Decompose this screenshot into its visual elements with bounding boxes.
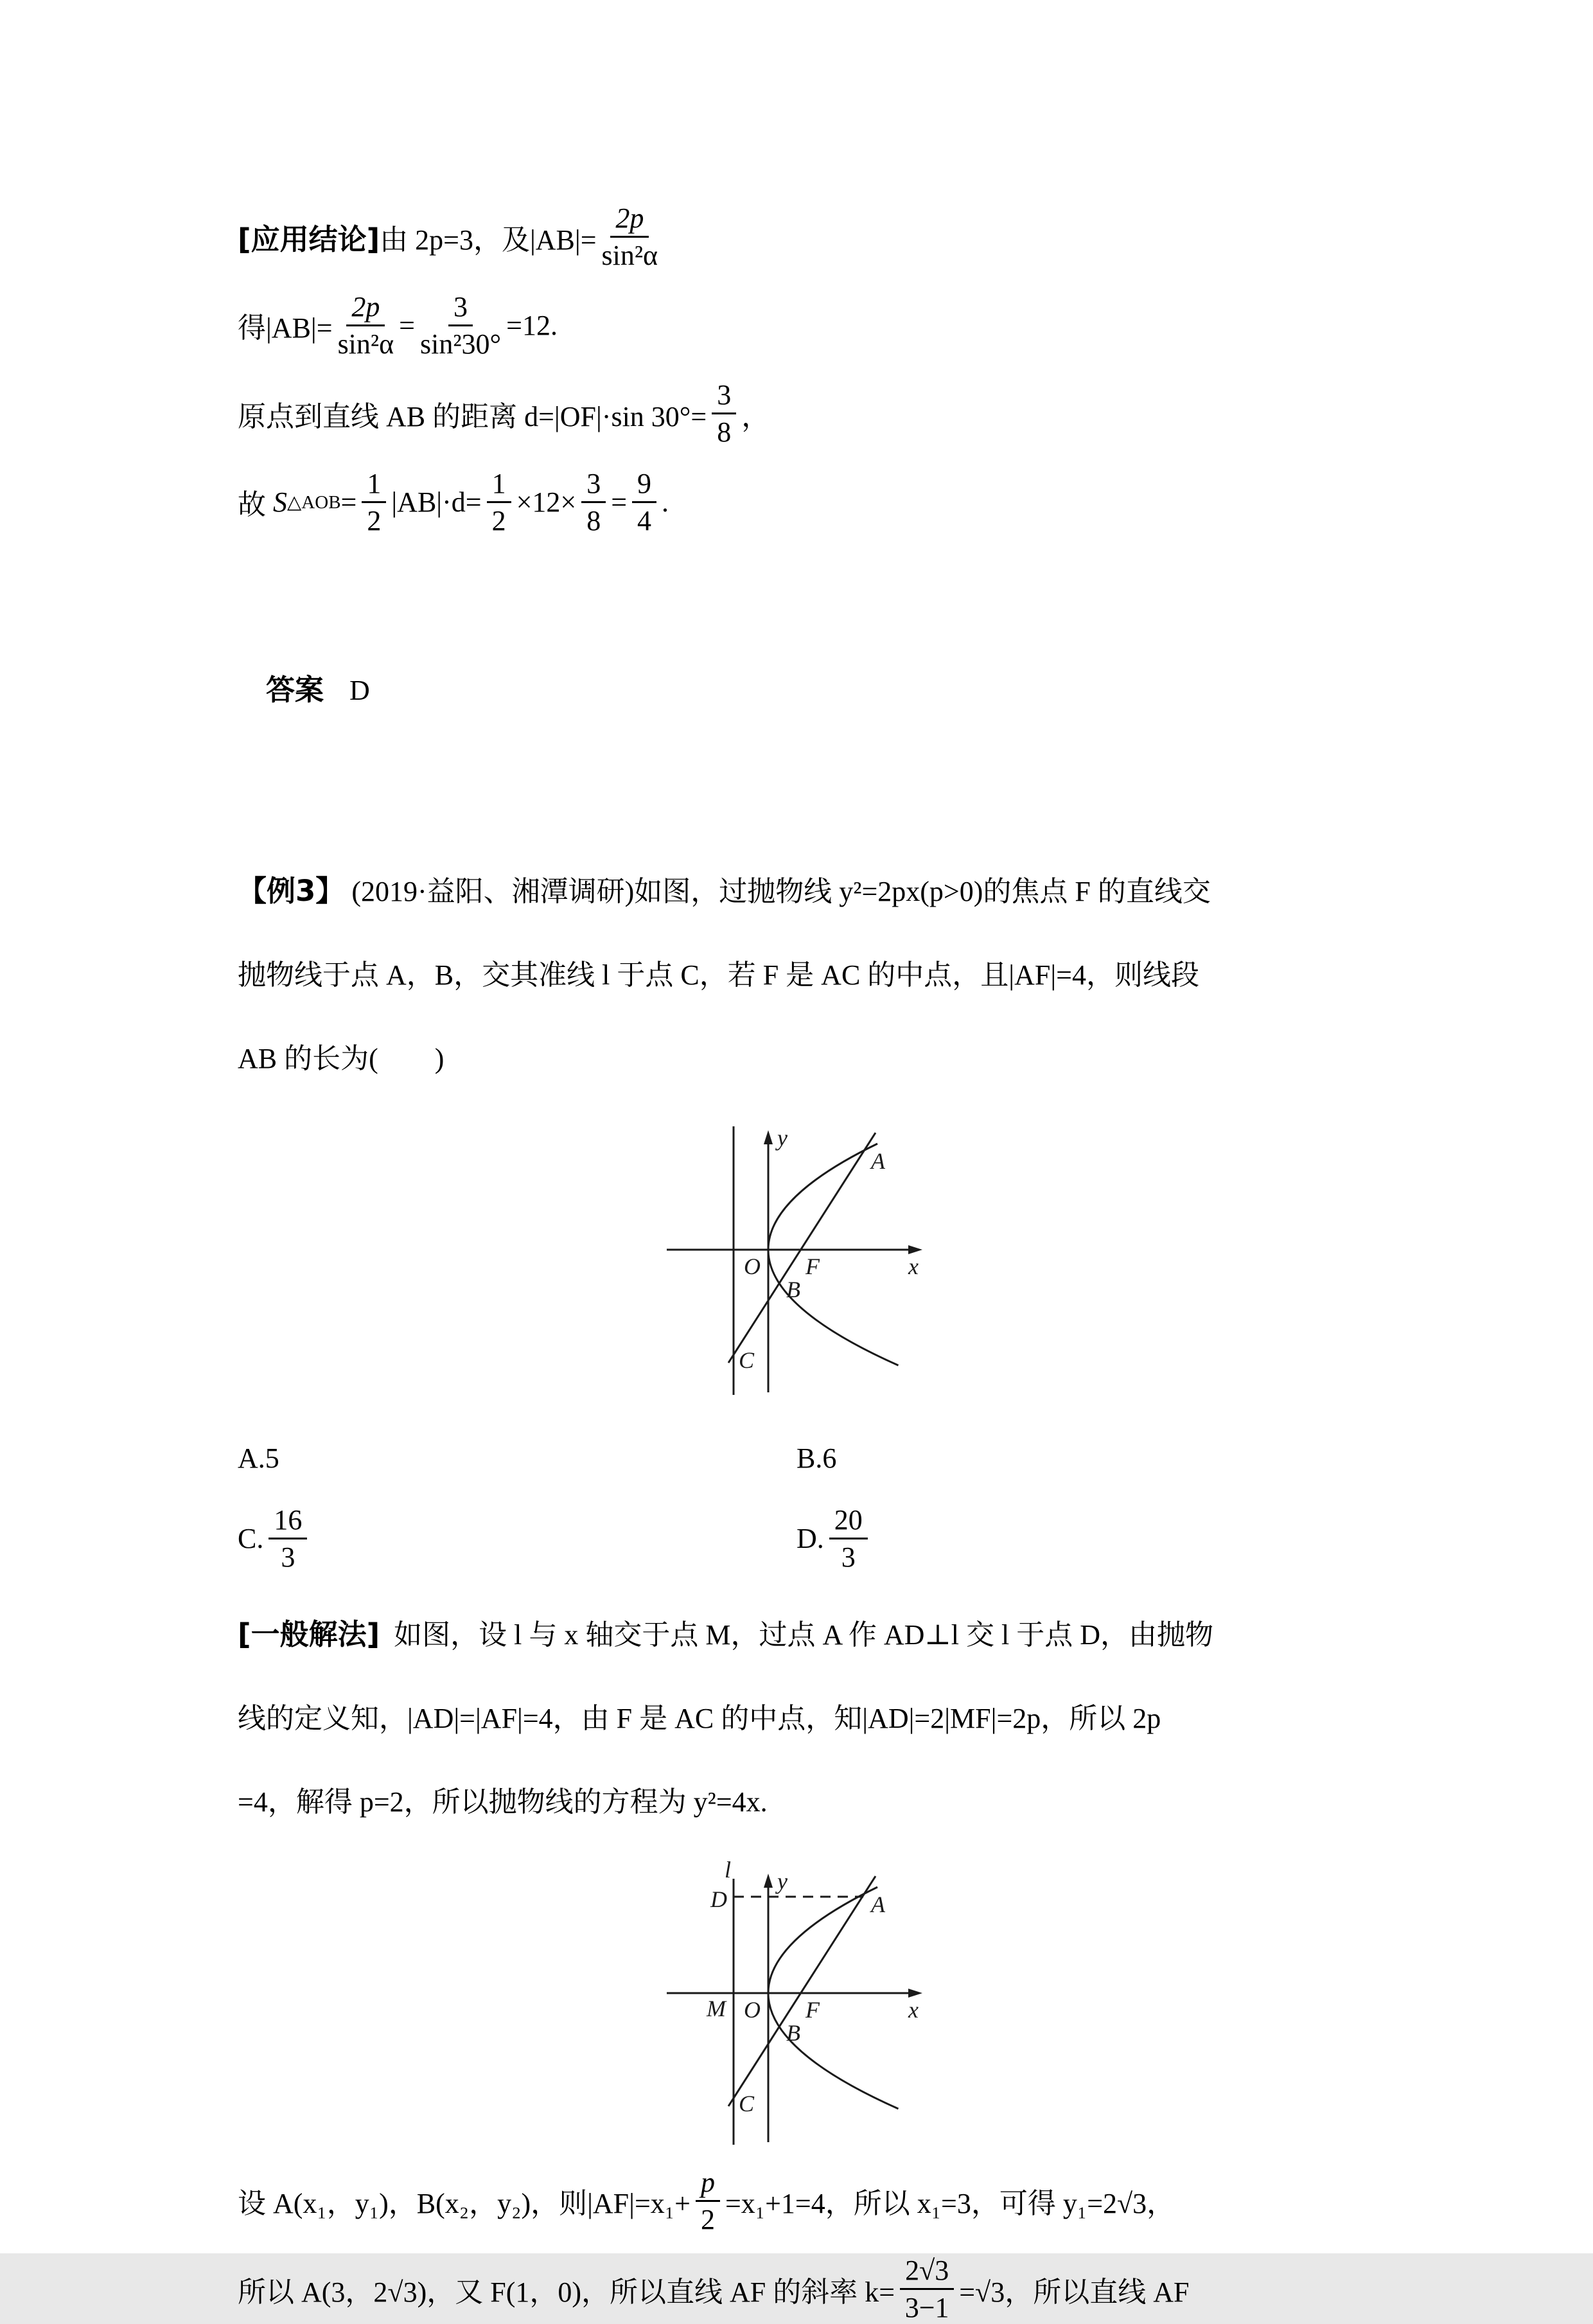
solution-line4-pre: 设 A(x₁，y₁)，B(x₂，y₂)，则|AF|=x₁+ xyxy=(238,2188,691,2220)
fig1-x-label: x xyxy=(908,1254,919,1280)
fraction-3-sin230: $\frac{3}{\text{sin²30°}}$ xyxy=(419,290,502,360)
figure1-container xyxy=(238,1110,1355,1400)
fig2-origin-label: O xyxy=(744,1996,761,2023)
solution-line-2: 线的定义知，|AD|=|AF|=4，由 F 是 AC 的中点，知|AD|=2|MF|=2p，所以 2p xyxy=(238,1702,1161,1734)
area-subscript: △AOB xyxy=(287,492,341,513)
example-heading-line xyxy=(238,849,1355,934)
fig2-chord-line xyxy=(728,1876,876,2106)
fraction-1-2-b: $\frac{1}{2}$ xyxy=(487,468,511,537)
fig2-point-m-label: M xyxy=(707,1995,726,2021)
solution-line-5 xyxy=(238,2255,1355,2324)
fraction-3-8: $\frac{3}{8}$ xyxy=(712,379,736,448)
option-a xyxy=(238,1430,796,1487)
example-label: 【例3】 xyxy=(238,874,345,909)
fig1-y-axis-arrow xyxy=(764,1130,773,1144)
solution-label: [一般解法] xyxy=(238,1617,380,1651)
conclusion-line3-post: ， xyxy=(741,400,770,432)
options-row-ab xyxy=(238,1430,1355,1487)
fig2-point-c-label: C xyxy=(739,2090,755,2116)
option-b xyxy=(796,1430,1355,1487)
example-line-3: AB 的长为( ) xyxy=(238,1043,444,1075)
option-b-value: 6 xyxy=(822,1442,837,1475)
fraction-9-4: $\frac{9}{4}$ xyxy=(632,468,656,537)
solution-line1-text: 如图，设 l 与 x 轴交于点 M，过点 A 作 AD⊥l 交 l 于点 D，由抛物 xyxy=(380,1619,1213,1651)
fraction-2sqrt3-2: $\frac{2√3}{3-1}$ xyxy=(900,2255,954,2324)
fig2-l-label: l xyxy=(725,1856,732,1883)
fig1-parabola-curve xyxy=(768,1144,899,1365)
option-a-label: A. xyxy=(238,1442,265,1475)
conclusion-line2-pre: 得|AB|= xyxy=(238,312,333,344)
equals-sign-3: = xyxy=(611,486,628,518)
answer-line xyxy=(238,565,1355,816)
fraction-2p-sin2a: $\frac{2p}{\text{sin²α}}$ xyxy=(601,202,658,272)
equals-sign-2: = xyxy=(340,486,357,518)
conclusion-line-3 xyxy=(238,379,1355,448)
figure2-parabola-diagram xyxy=(662,1853,931,2150)
option-d-label: D. xyxy=(796,1523,824,1555)
option-c-label: C. xyxy=(238,1523,264,1555)
fig1-chord-line xyxy=(728,1133,876,1363)
fig2-y-axis-arrow xyxy=(764,1874,773,1888)
answer-value: D xyxy=(349,675,370,707)
options-row-cd xyxy=(238,1504,1355,1574)
fig2-x-label: x xyxy=(908,1996,919,2023)
option-c-fraction: $\frac{16}{3}$ xyxy=(268,1504,307,1574)
conclusion-line4-pre: 故 xyxy=(238,489,273,521)
fraction-1-2: $\frac{1}{2}$ xyxy=(362,468,386,537)
option-d xyxy=(796,1504,1355,1574)
fig2-point-a-label: A xyxy=(871,1891,885,1917)
fig1-focus-label: F xyxy=(805,1254,820,1280)
conclusion-line-2 xyxy=(238,291,1355,360)
fraction-2p-sin2a-2: $\frac{2p}{\text{sin²α}}$ xyxy=(337,290,394,360)
fig2-point-b-label: B xyxy=(786,2019,800,2046)
option-b-label: B. xyxy=(796,1442,823,1475)
solution-line-3: =4，解得 p=2，所以抛物线的方程为 y²=4x. xyxy=(238,1786,768,1818)
figure2-container xyxy=(238,1853,1355,2150)
conclusion-line-1 xyxy=(238,202,1355,272)
answer-label: 答案 xyxy=(266,673,324,707)
conclusion-line4-mid1: |AB|·d= xyxy=(391,486,482,518)
equals-sign: = xyxy=(399,309,415,341)
fig2-y-label: y xyxy=(777,1868,788,1894)
fraction-3-8-b: $\frac{3}{8}$ xyxy=(581,468,606,537)
fig2-focus-label: F xyxy=(805,1996,820,2023)
solution-line5-pre: 所以 A(3，2√3)，又 F(1，0)，所以直线 AF 的斜率 k= xyxy=(238,2276,895,2308)
fig1-x-axis-arrow xyxy=(908,1245,922,1254)
example-line-2: 抛物线于点 A，B，交其准线 l 于点 C，若 F 是 AC 的中点，且|AF|=4，则线段 xyxy=(238,959,1199,991)
fig1-y-label: y xyxy=(777,1125,788,1151)
solution-line4-post: =x₁+1=4，所以 x₁=3，可得 y₁=2√3， xyxy=(725,2188,1175,2220)
conclusion-line1-text: 由 2p=3，及|AB|= xyxy=(380,224,597,256)
solution-heading-line xyxy=(238,1593,1355,1677)
fig2-parabola-curve xyxy=(768,1887,899,2109)
conclusion-line4-mid2: ×12× xyxy=(516,486,577,518)
solution-line-4 xyxy=(238,2167,1355,2236)
conclusion-line2-post: =12. xyxy=(506,309,558,341)
option-d-fraction: $\frac{20}{3}$ xyxy=(829,1504,868,1574)
figure1-parabola-diagram xyxy=(662,1110,931,1400)
fig1-point-a-label: A xyxy=(871,1148,885,1175)
fig2-x-axis-arrow xyxy=(908,1989,922,1998)
conclusion-label: [应用结论] xyxy=(238,222,380,257)
fig2-point-d-label: D xyxy=(710,1886,727,1912)
option-a-value: 5 xyxy=(265,1442,279,1475)
area-variable: S xyxy=(273,486,287,518)
fraction-p-2: $\frac{p}{2}$ xyxy=(696,2167,720,2236)
fig1-point-c-label: C xyxy=(739,1347,755,1374)
conclusion-line3-pre: 原点到直线 AB 的距离 d=|OF|·sin 30°= xyxy=(238,400,707,432)
conclusion-line-4 xyxy=(238,468,1355,537)
fig1-point-b-label: B xyxy=(786,1277,800,1303)
fig1-origin-label: O xyxy=(744,1254,761,1280)
option-c xyxy=(238,1504,796,1574)
solution-line5-post: =√3，所以直线 AF xyxy=(959,2276,1190,2308)
conclusion-line4-end: . xyxy=(662,486,669,518)
example-line1-text: (2019·益阳、湘潭调研)如图，过抛物线 y²=2px(p>0)的焦点 F 的直线交 xyxy=(344,876,1211,908)
